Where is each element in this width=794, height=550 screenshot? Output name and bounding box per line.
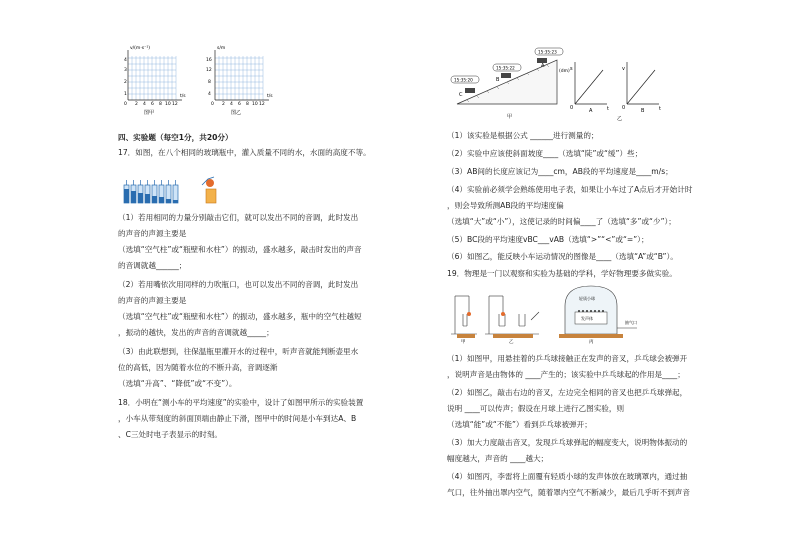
graph2-y-tick: 4 xyxy=(208,92,211,97)
question-18-part-4b: ，则会导致所测AB段的平均速度偏 xyxy=(447,201,564,210)
question-19-stem: 19．物理是一门以观察和实验为基础的学科，学好物理要多做实验。 xyxy=(447,269,677,278)
question-17-part-1a: （1）若用相同的力量分别敲击它们，就可以发出不同的音调，此时发出 xyxy=(118,213,359,222)
scale-label: (dm) xyxy=(559,69,570,74)
graph1-x-tick: 10 xyxy=(165,102,171,107)
question-17-part-1d: 的音调就越______； xyxy=(118,261,187,270)
question-17-part-2d: ，振动的越快，发出的声音的音调就越_____； xyxy=(118,328,274,337)
graph1-x-tick: 4 xyxy=(143,102,146,107)
lab-label: 发声体 xyxy=(581,316,593,321)
question-18-part-4c: （选填“大”或“小”），这使记录的时间偏____了（选填“多”或“少”）； xyxy=(447,217,676,226)
graph2-x-label: t/s xyxy=(267,94,273,99)
question-18-part-6: （6）如图乙，能反映小车运动情况的图像是____（选填“A”或“B”）。 xyxy=(447,252,678,261)
question-18-stem-a: 18．小明在“测小车的平均速度”的实验中，设计了如图甲所示的实验装置 xyxy=(118,398,364,407)
graph1-y-tick: 4 xyxy=(124,58,127,63)
graph-a-name: A xyxy=(589,108,593,114)
incline-figure xyxy=(447,46,687,124)
ping-pong-ball xyxy=(501,312,505,316)
lab-caption: 丙 xyxy=(589,340,594,344)
point-label: B xyxy=(496,77,500,83)
question-17-part-2b: 的声音的声源主要是 xyxy=(118,296,187,305)
graph2-y-tick: 8 xyxy=(208,80,211,85)
question-18-part-4a: （4）实验前必须学会熟练使用电子表，如果让小车过了A点后才开始计时 xyxy=(447,185,693,194)
graph2-x-tick: 12 xyxy=(259,102,265,107)
question-19-part-4b: 气口，往外抽出罩内空气，随着罩内空气不断减少，最后几乎听不到声音 xyxy=(447,488,690,497)
question-19-part-2b: 说明 ____可以传声；假设在月球上进行乙图实验，则 xyxy=(447,404,625,413)
lab-label: 抽气口 xyxy=(625,320,637,325)
graph1-x-tick: 6 xyxy=(151,102,154,107)
graph2-y-label: s/m xyxy=(217,46,226,51)
graph1-x-label: t/s xyxy=(180,94,186,99)
question-19-part-1a: （1）如图甲，用悬挂着的乒乓球接触正在发声的音叉，乒乓球会被弹开 xyxy=(447,354,688,363)
graph1-caption: 图甲 xyxy=(144,110,155,116)
question-17-part-2a: （2）若用嘴依次用同样的力吹瓶口，也可以发出不同的音调，此时发出 xyxy=(118,280,359,289)
question-18-stem-c: 、C三处时电子表显示的时刻。 xyxy=(118,430,223,439)
cart xyxy=(501,73,511,78)
question-19-part-1b: ，说明声音是由物体的 ____产生的；该实验中乒乓球起的作用是____； xyxy=(447,370,685,379)
question-19-part-3a: （3）加大力度敲击音叉，发现乒乓球弹起的幅度变大，说明物体振动的 xyxy=(447,438,688,447)
graph1-x-tick: 2 xyxy=(135,102,138,107)
graph2-caption: 图乙 xyxy=(231,110,242,116)
question-17-part-2c: （选填“空气柱”或“瓶壁和水柱”）的振动，盛水越多，瓶中的空气柱越短 xyxy=(118,312,362,321)
timer-label: 15:35:20 xyxy=(454,77,473,83)
graph-b-y-label: v xyxy=(622,66,625,72)
graph1-y-tick: 2 xyxy=(124,80,127,85)
question-18-part-3: （3）AB间的长度应该记为____cm，AB段的平均速度是____m/s； xyxy=(447,167,673,176)
graph1-x-tick: 8 xyxy=(159,102,162,107)
point-label: C xyxy=(459,92,463,98)
graph1-y-label: v/(m·s⁻¹) xyxy=(130,46,151,51)
question-18-part-2: （2）实验中应该使斜面坡度____（选填“陡”或“缓”）些； xyxy=(447,149,643,158)
graph2-y-tick: 12 xyxy=(206,68,212,73)
question-18-part-5: （5）BC段的平均速度vBC___vAB（选填“>”“<”或“=”）； xyxy=(447,235,649,244)
graph1-y-tick: 1 xyxy=(124,92,127,97)
question-17-part-3b: 位的高低，因为随着水位的不断升高，音调逐渐 xyxy=(118,363,278,372)
figure-caption: 乙 xyxy=(617,116,623,122)
timer-label: 15:35:23 xyxy=(538,49,557,55)
question-17-part-3a: （3）由此联想到，往保温瓶里灌开水的过程中，听声音就能判断壶里水 xyxy=(118,347,359,356)
point-label: A xyxy=(541,63,545,69)
lab-caption: 乙 xyxy=(509,340,514,344)
graph2-x-tick: 4 xyxy=(230,102,233,107)
graph2-x-tick: 8 xyxy=(246,102,249,107)
figure-caption: 甲 xyxy=(507,114,513,120)
sound-experiment-figure xyxy=(447,282,687,344)
cart xyxy=(465,88,475,93)
graph1-origin: 0 xyxy=(124,102,127,107)
question-19-part-4a: （4）如图丙，李雷将上面覆有轻质小球的发声体放在玻璃罩内，通过抽 xyxy=(447,472,688,481)
section-title: 四、实验题（每空1分，共20分） xyxy=(118,133,233,142)
graph-b-name: B xyxy=(641,108,645,114)
question-17-stem: 17．如图，在八个相同的玻璃瓶中，灌入质量不同的水，水面的高度不等。 xyxy=(118,148,371,157)
bottles-illustration xyxy=(122,175,232,207)
timer-label: 15:35:22 xyxy=(496,65,515,71)
graph2-y-tick: 16 xyxy=(206,58,212,63)
question-17-part-1c: （选填“空气柱”或“瓶壁和水柱”）的振动，盛水越多，敲击时发出的声音 xyxy=(118,245,362,254)
question-18-part-1: （1）该实验是根据公式 ______进行测量的； xyxy=(447,131,599,140)
question-17-part-3c: （选填“升高”、“降低”或“不变”）。 xyxy=(118,379,237,388)
graph-a-y-label: s xyxy=(570,66,573,72)
graph2-x-tick: 2 xyxy=(222,102,225,107)
ping-pong-ball xyxy=(467,312,471,316)
lab-label: 轻质小球 xyxy=(579,296,595,301)
question-19-part-3b: 幅度越大，声音的 ____越大； xyxy=(447,454,549,463)
question-18-stem-b: ，小车从带刻度的斜面顶端由静止下滑，图甲中的时间是小车到达A、B xyxy=(118,414,357,423)
question-17-part-1b: 的声音的声源主要是 xyxy=(118,229,187,238)
graph1-y-tick: 3 xyxy=(124,68,127,73)
graph1-x-tick: 12 xyxy=(172,102,178,107)
graph-b-x-label: t xyxy=(659,106,661,112)
graph-a-origin: 0 xyxy=(570,105,574,111)
lab-caption: 甲 xyxy=(461,340,466,344)
graph2-x-tick: 10 xyxy=(252,102,258,107)
question-19-part-2a: （2）如图乙，敲击右边的音叉，左边完全相同的音叉也把乒乓球弹起， xyxy=(447,388,688,397)
graph-a-x-label: t xyxy=(607,106,609,112)
graph2-x-tick: 6 xyxy=(238,102,241,107)
velocity-time-graph xyxy=(118,42,198,122)
distance-time-graph xyxy=(203,42,283,122)
graph2-origin: 0 xyxy=(211,102,214,107)
graph-b-origin: 0 xyxy=(622,105,626,111)
question-19-part-2c: （选填“能”或“不能”）看到乒乓球被弹开； xyxy=(447,420,592,429)
